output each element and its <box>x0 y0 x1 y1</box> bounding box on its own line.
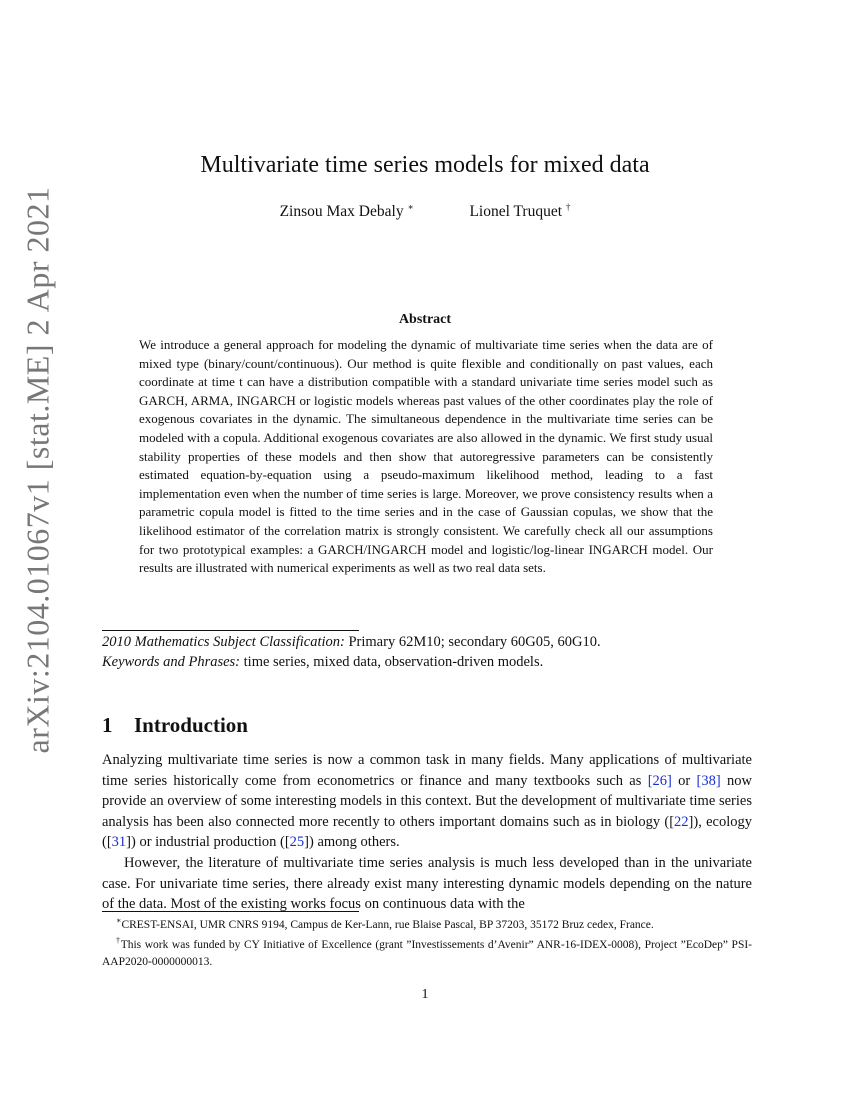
keywords-value: time series, mixed data, observation-driven models. <box>240 654 544 670</box>
footnote-text: This work was funded by CY Initiative of Excellence (grant ”Investissements d’Avenir” ANR-16-IDEX-0008), Project ”EcoDep” PSI-AAP2020-0000000013. <box>102 939 753 968</box>
intro-paragraph-1 <box>102 750 752 853</box>
footnote-rule <box>102 911 359 912</box>
footnote-text: CREST-ENSAI, UMR CNRS 9194, Campus de Ker-Lann, rue Blaise Pascal, BP 37203, 35172 Bruz cedex, France. <box>121 918 654 931</box>
text-run: or <box>671 772 697 789</box>
author-list <box>0 202 850 221</box>
footnote-1 <box>102 913 752 933</box>
msc-label: 2010 Mathematics Subject Classification: <box>102 634 345 650</box>
keywords-label: Keywords and Phrases: <box>102 654 241 670</box>
classification-block <box>102 632 752 672</box>
text-run: now provide an overview of some interesting models in this context. But the development of multivariate time series analysis has been also connected more recently to others important domains such as in biology ([ <box>102 772 752 830</box>
footnote-2 <box>102 933 752 970</box>
intro-paragraph-2: However, the literature of multivariate time series analysis is much less developed than in the univariate case. For univariate time series, there already exist many interesting dynamic models depending on the nature of the data. Most of the existing works focus on continuous data with the <box>102 854 752 913</box>
citation-link[interactable]: [26] <box>647 772 672 789</box>
abstract-text: We introduce a general approach for modeling the dynamic of multivariate time series when the data are of mixed type (binary/count/continuous). Our method is quite flexible and conditionally on past values, each coordinate at time t can have a distribution compatible with a standard univariate time series model such as GARCH, ARMA, INGARCH or logistic models whereas past values of the other coordinates play the role of exogenous covariates in the dynamic. The simultaneous dependence in the multivariate time series can be modeled with a copula. Additional exogenous covariates are also allowed in the dynamic. We first study usual stability properties of these models and then show that autoregressive parameters can be consistently estimated equation-by-equation using a pseudo-maximum likelihood method, leading to a fast implementation even when the number of time series is large. Moreover, we prove consistency results when a parametric copula model is fitted to the time series and in the case of Gaussian copulas, we show that the likelihood estimator of the correlation matrix is strongly consistent. We carefully check all our assumptions for two prototypical examples: a GARCH/INGARCH model and logistic/log-linear INGARCH model. Our results are illustrated with numerical experiments as well as two real data sets. <box>139 337 713 576</box>
text-run: ]) or industrial production ([ <box>126 834 290 851</box>
citation-link[interactable]: 25 <box>289 834 305 851</box>
citation-link[interactable]: [38] <box>696 772 721 789</box>
footnote-mark: † <box>116 936 121 946</box>
page-number: 1 <box>421 987 429 1002</box>
paper-title: Multivariate time series models for mixed data <box>200 152 650 178</box>
author-name: Zinsou Max Debaly <box>279 203 404 221</box>
citation-link[interactable]: 22 <box>674 813 689 830</box>
footnote-mark: ∗ <box>116 916 122 925</box>
section-title: Introduction <box>134 713 248 737</box>
author-footnote-mark: ∗ <box>407 202 414 212</box>
citation-link[interactable]: 31 <box>111 834 127 851</box>
author <box>469 202 570 221</box>
classification-rule <box>102 630 359 631</box>
arxiv-id: arXiv:2104.01067v1 [stat.ME] 2 Apr 2021 <box>19 186 56 754</box>
author-name: Lionel Truquet <box>469 203 563 221</box>
intro-body <box>102 750 752 915</box>
footnotes <box>102 913 752 970</box>
text-run: ]), ecology ([ <box>102 813 752 851</box>
section-heading <box>102 713 248 738</box>
abstract-heading: Abstract <box>398 312 452 327</box>
section-number: 1 <box>102 713 113 737</box>
text-run: Analyzing multivariate time series is now a common task in many fields. Many applications of multivariate time series historically come from econometrics or finance and many textbooks such as <box>102 752 752 789</box>
msc-value: Primary 62M10; secondary 60G05, 60G10. <box>344 634 601 650</box>
author <box>280 202 414 221</box>
author-footnote-mark: † <box>565 202 571 212</box>
text-run: ]) among others. <box>304 834 400 851</box>
